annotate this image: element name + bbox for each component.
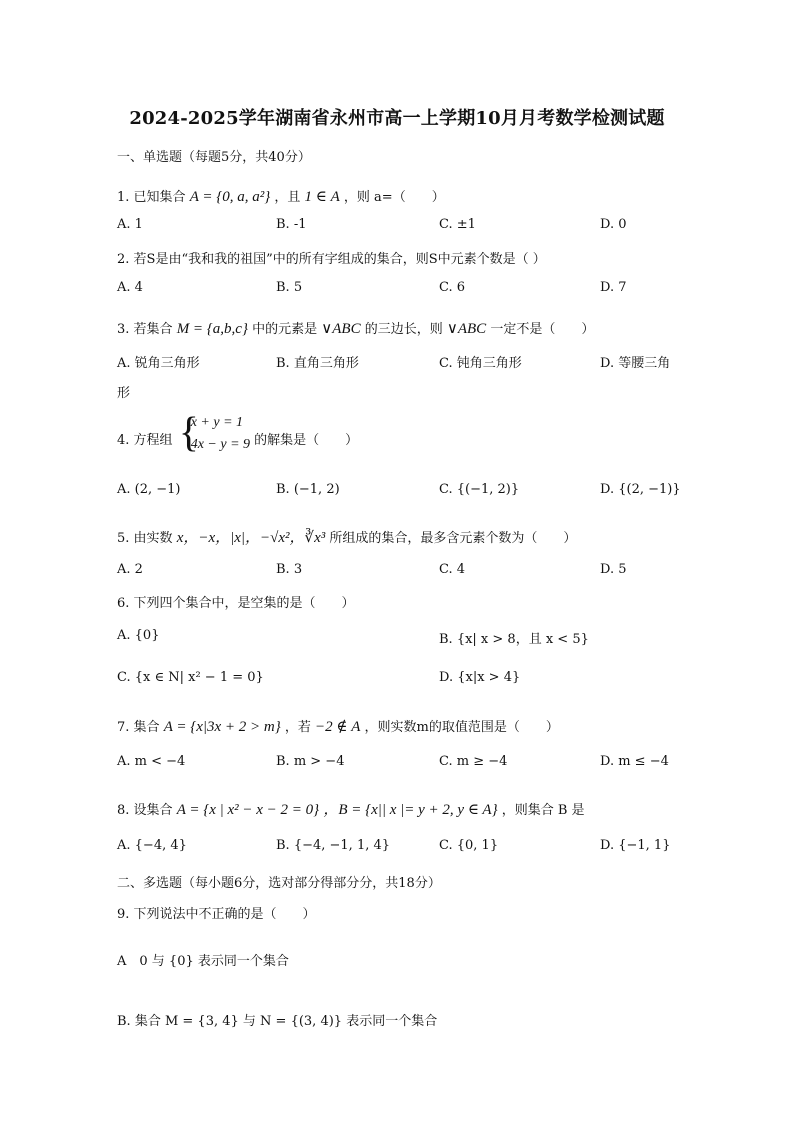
q8-option-c[interactable]: C. {0, 1}	[439, 838, 499, 853]
q4-option-b[interactable]: B. (−1, 2)	[276, 482, 340, 497]
q7-option-a[interactable]: A. m < −4	[117, 754, 186, 769]
question-8: 8. 设集合 A = {x | x² − x − 2 = 0} ，B = {x|| x |= y + 2, y ∈ A} ，则集合 B 是	[117, 802, 585, 818]
brace-icon: {	[178, 410, 199, 456]
q7-option-c[interactable]: C. m ≥ −4	[439, 754, 508, 769]
q2-option-c[interactable]: C. 6	[439, 280, 466, 295]
section-heading-single-choice: 一、单选题（每题5分，共40分）	[117, 150, 311, 165]
q2-option-b[interactable]: B. 5	[276, 280, 303, 295]
question-1: 1. 已知集合 A = {0, a, a²} ，且 1 ∈ A ，则 a=（ ）	[117, 189, 445, 205]
q5-option-b[interactable]: B. 3	[276, 562, 303, 577]
q1-option-d[interactable]: D. 0	[600, 217, 627, 232]
equation-system: { x + y = 1 4x − y = 9	[178, 410, 251, 456]
q5-option-c[interactable]: C. 4	[439, 562, 466, 577]
q8-option-b[interactable]: B. {−4, −1, 1, 4}	[276, 838, 391, 853]
q2-option-d[interactable]: D. 7	[600, 280, 627, 295]
q6-option-d[interactable]: D. {x|x > 4}	[439, 670, 521, 685]
question-2: 2. 若S是由“我和我的祖国”中的所有字组成的集合，则S中元素个数是（ ）	[117, 252, 546, 267]
q4-option-d[interactable]: D. {(2, −1)}	[600, 482, 681, 497]
q9-option-b[interactable]: B. 集合 M = {3, 4} 与 N = {(3, 4)} 表示同一个集合	[117, 1014, 438, 1029]
q4-option-c[interactable]: C. {(−1, 2)}	[439, 482, 520, 497]
q3-option-d-wrap: 形	[117, 386, 131, 401]
q2-option-a[interactable]: A. 4	[117, 280, 143, 295]
q5-option-a[interactable]: A. 2	[117, 562, 143, 577]
q3-option-a[interactable]: A. 锐角三角形	[117, 356, 200, 371]
question-4: 4. 方程组 { x + y = 1 4x − y = 9 的解集是（ ）	[117, 410, 359, 456]
q6-option-a[interactable]: A. {0}	[117, 628, 160, 643]
question-7: 7. 集合 A = {x|3x + 2 > m} ，若 −2 ∉ A ，则实数m的取值范围是（ ）	[117, 719, 559, 735]
section-heading-multiple-choice: 二、多选题（每小题6分，选对部分得部分分，共18分）	[117, 876, 441, 891]
q3-option-d[interactable]: D. 等腰三角	[600, 356, 671, 371]
q4-option-a[interactable]: A. (2, −1)	[117, 482, 181, 497]
q3-option-c[interactable]: C. 钝角三角形	[439, 356, 522, 371]
q8-option-a[interactable]: A. {−4, 4}	[117, 838, 187, 853]
q7-option-b[interactable]: B. m > −4	[276, 754, 345, 769]
q6-option-c[interactable]: C. {x ∈ N| x² − 1 = 0}	[117, 670, 264, 685]
q1-option-a[interactable]: A. 1	[117, 217, 143, 232]
q1-option-b[interactable]: B. -1	[276, 217, 307, 232]
question-5: 5. 由实数 x，−x，|x|，−√x²，∛x³ 所组成的集合，最多含元素个数为（ ）	[117, 530, 577, 546]
q6-option-b[interactable]: B. {x| x > 8，且 x < 5}	[439, 632, 589, 647]
q9-option-a[interactable]: A 0 与 {0} 表示同一个集合	[117, 954, 289, 969]
q1-option-c[interactable]: C. ±1	[439, 217, 476, 232]
question-9: 9. 下列说法中不正确的是（ ）	[117, 907, 316, 922]
exam-title: 2024-2025学年湖南省永州市高一上学期10月月考数学检测试题	[129, 108, 665, 129]
q1-set: A = {0, a, a²}	[189, 189, 271, 205]
question-6: 6. 下列四个集合中，是空集的是（ ）	[117, 596, 355, 611]
q7-option-d[interactable]: D. m ≤ −4	[600, 754, 669, 769]
q5-option-d[interactable]: D. 5	[600, 562, 627, 577]
question-3: 3. 若集合 M = {a,b,c} 中的元素是 ∨ABC 的三边长，则 ∨ABC 一定不是（ ）	[117, 321, 595, 337]
q3-option-b[interactable]: B. 直角三角形	[276, 356, 359, 371]
q8-option-d[interactable]: D. {−1, 1}	[600, 838, 671, 853]
